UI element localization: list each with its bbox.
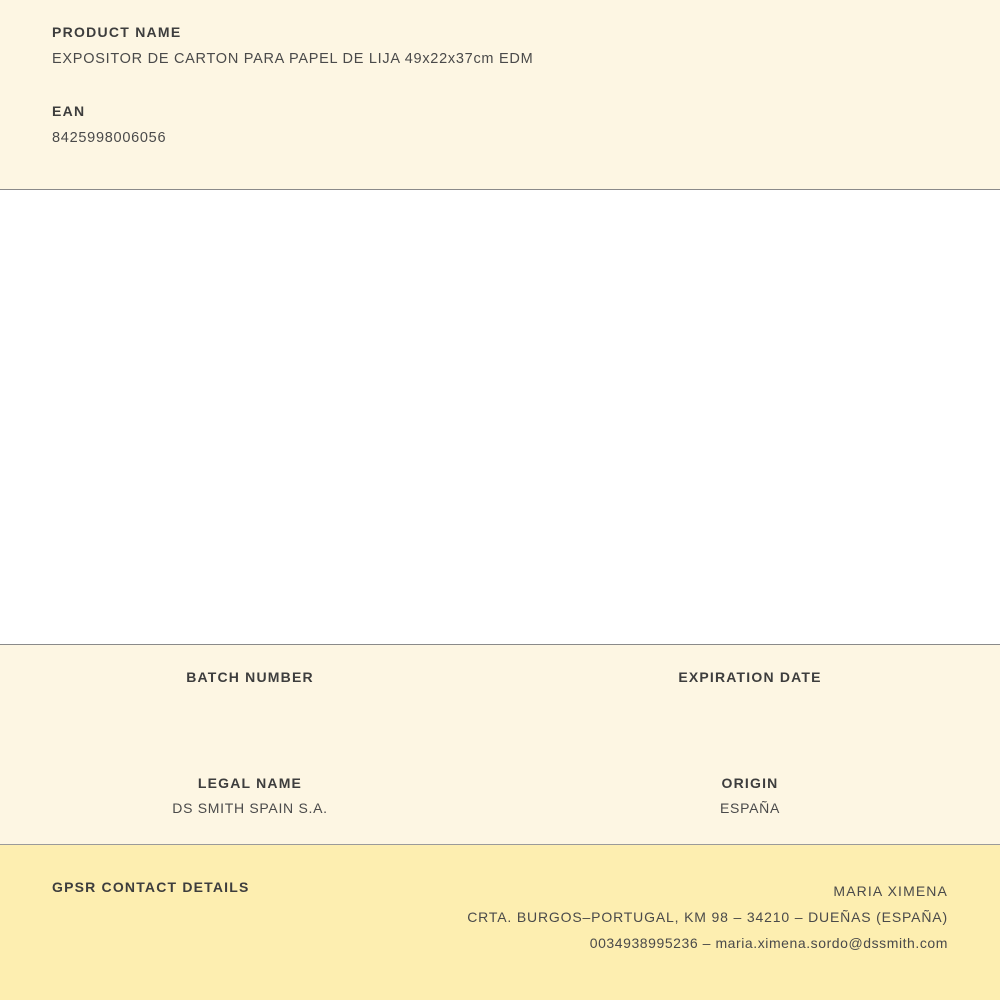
product-name-field: [0, 24, 1000, 67]
legal-name-value: DS SMITH SPAIN S.A.: [172, 800, 328, 816]
origin-value: ESPAÑA: [720, 800, 780, 816]
batch-number-value: [0, 685, 500, 735]
gpsr-contact-phone-email: 0034938995236 – maria.ximena.sordo@dssmith.com: [589, 934, 948, 951]
details-row: [0, 669, 1000, 735]
ean-label: EAN: [52, 103, 86, 119]
legal-name-field: [0, 775, 500, 816]
gpsr-footer: [0, 845, 1000, 1000]
gpsr-contact-address: CRTA. BURGOS–PORTUGAL, KM 98 – 34210 – DUEÑAS (ESPAÑA): [467, 908, 948, 925]
batch-number-label: BATCH NUMBER: [186, 669, 314, 685]
product-image-area: [0, 190, 1000, 645]
ean-field: [0, 67, 1000, 146]
product-name-value: EXPOSITOR DE CARTON PARA PAPEL DE LIJA 49x22x37cm EDM: [52, 51, 534, 67]
gpsr-contact-name: MARIA XIMENA: [833, 883, 948, 899]
expiration-date-field: [500, 669, 1000, 735]
origin-label: ORIGIN: [721, 775, 779, 791]
details-row: [0, 735, 1000, 816]
expiration-date-value: [500, 685, 1000, 735]
details-section: [0, 645, 1000, 845]
gpsr-contact-label: GPSR CONTACT DETAILS: [52, 879, 250, 895]
legal-name-label: LEGAL NAME: [197, 775, 303, 791]
gpsr-contact-details: [467, 879, 948, 957]
expiration-date-label: EXPIRATION DATE: [678, 669, 822, 685]
product-name-label: PRODUCT NAME: [52, 24, 182, 40]
ean-value: 8425998006056: [52, 130, 167, 146]
header-section: [0, 0, 1000, 190]
batch-number-field: [0, 669, 500, 735]
origin-field: [500, 775, 1000, 816]
